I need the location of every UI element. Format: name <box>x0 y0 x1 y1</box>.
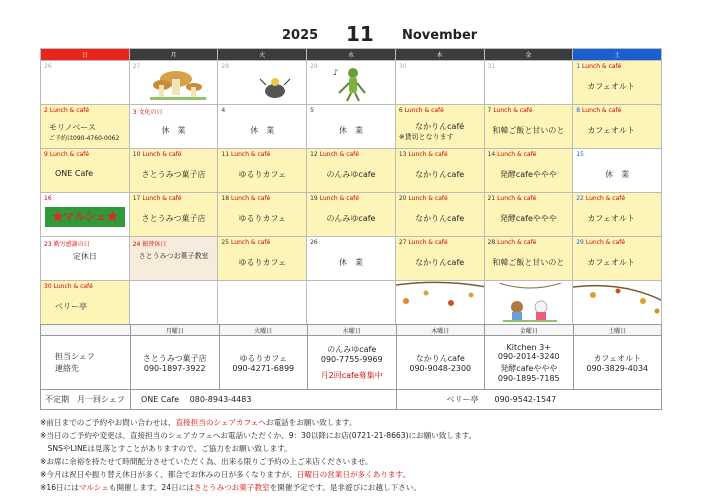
day-number: 4 <box>221 107 226 114</box>
day-cell <box>218 237 307 281</box>
day-cell <box>573 105 662 149</box>
chef-name: Kitchen 3+ <box>506 342 551 352</box>
day-tag: Lunch & café <box>231 195 271 202</box>
autumn-leaves-illustration-icon <box>396 281 484 325</box>
calendar-header <box>0 22 710 46</box>
day-cell <box>573 237 662 281</box>
day-tag: 勤労感謝の日 <box>53 241 90 248</box>
day-number: 22 Lunch & café <box>576 195 626 202</box>
day-cell <box>129 105 218 149</box>
cafe-name: さとうみつ菓子店 <box>141 214 206 223</box>
day-cell <box>218 61 307 105</box>
day-cell <box>307 105 396 149</box>
closed-label: 休 業 <box>161 126 186 135</box>
day-number: 27 <box>132 63 141 70</box>
week-row <box>41 281 662 325</box>
irregular-chef-1: ONE Cafe 080-8943-4483 <box>131 390 397 410</box>
chef-cell <box>396 336 485 390</box>
day-cell <box>41 105 130 149</box>
closed-label: 休 業 <box>250 126 275 135</box>
calendar-grid <box>40 48 662 325</box>
day-tag: Lunch & café <box>497 239 537 246</box>
day-cell <box>218 193 307 237</box>
day-tag: 振替休日 <box>142 241 167 248</box>
day-cell <box>41 61 130 105</box>
cafe-name: モリノベース <box>49 123 96 132</box>
svg-text:♪: ♪ <box>333 68 339 77</box>
day-cell <box>484 281 573 325</box>
year-label: 2025 <box>282 28 319 43</box>
day-number: 19 Lunch & café <box>310 195 359 202</box>
day-tag: Lunch & café <box>231 239 271 246</box>
chef-cell <box>308 336 397 390</box>
day-cell <box>573 281 662 325</box>
chef-cell <box>573 336 662 390</box>
chef-name: カフェオルト <box>593 353 642 363</box>
day-cell <box>129 61 218 105</box>
cafe-name: カフェオルト <box>587 214 635 223</box>
weekday-thu: 木 <box>395 49 484 61</box>
cafe-name: さとうみつ菓子店 <box>141 170 206 179</box>
chef-contact-table <box>40 324 662 410</box>
day-cell <box>573 61 662 105</box>
day-cell <box>395 105 484 149</box>
autumn-branch-illustration-icon <box>573 281 661 325</box>
day-number: 23 勤労感謝の日 <box>44 241 90 248</box>
cafe-name: ベリー亭 <box>55 302 87 311</box>
chef-tel: 090-7755-9969 <box>320 355 383 364</box>
chef-tel: 090-3829-4034 <box>586 363 649 373</box>
day-number: 10 Lunch & café <box>132 151 182 158</box>
day-number: 13 Lunch & café <box>398 151 448 158</box>
day-cell <box>218 281 307 325</box>
day-cell <box>307 149 396 193</box>
chef-tel: 090-4271-6899 <box>232 363 295 373</box>
day-cell <box>41 193 130 237</box>
day-tag: Lunch & café <box>408 151 448 158</box>
day-tag: Lunch & café <box>404 107 444 114</box>
day-cell <box>129 281 218 325</box>
day-tag: Lunch & café <box>408 195 448 202</box>
day-number: 8 Lunch & café <box>576 107 622 114</box>
closed-label: 休 業 <box>605 170 630 179</box>
cafe-name: カフェオルト <box>587 126 635 135</box>
chef-cell <box>219 336 308 390</box>
chef-name: ゆるりカフェ <box>239 353 288 363</box>
day-cell <box>395 281 484 325</box>
day-number: 9 Lunch & café <box>44 151 90 158</box>
day-cell <box>573 193 662 237</box>
week-row <box>41 105 662 149</box>
day-number: 31 <box>487 63 496 70</box>
day-number: 30 Lunch & café <box>44 283 93 290</box>
day-tag: Lunch & café <box>53 283 93 290</box>
day-cell <box>395 237 484 281</box>
day-header: 水曜日 <box>308 325 397 336</box>
day-header: 月曜日 <box>131 325 220 336</box>
chef-tel: 090-1895-7185 <box>497 373 560 383</box>
day-number: 25 Lunch & café <box>221 239 271 246</box>
day-number: 16 <box>44 195 52 202</box>
note-line: ※16日にはマルシェも開催します。24日にはさとうみつお菓子教室を開催予定です。是非遊びにお越し下さい。 <box>40 483 421 492</box>
day-cell <box>484 61 573 105</box>
weekday-sun: 日 <box>41 49 130 61</box>
day-number: 7 Lunch & café <box>487 107 533 114</box>
cafe-name: のんみゆcafe <box>326 170 376 179</box>
day-cell <box>395 149 484 193</box>
day-number: 18 Lunch & café <box>221 195 271 202</box>
day-tag: Lunch & café <box>319 195 359 202</box>
day-number: 3 文化の日 <box>132 109 163 116</box>
day-number: 11 Lunch & café <box>221 151 271 158</box>
day-tag: Lunch & café <box>585 239 626 246</box>
day-tag: Lunch & café <box>49 107 90 114</box>
day-cell <box>129 149 218 193</box>
day-number: 2 Lunch & café <box>44 107 90 114</box>
month-name: November <box>402 28 478 43</box>
week-row <box>41 61 662 105</box>
cafe-name: カフェオルト <box>587 258 635 267</box>
cafe-name: なかりんcafé <box>415 122 465 131</box>
chef-tel: 090-1897-3922 <box>143 363 206 373</box>
cafe-name: なかりんcafe <box>415 170 465 179</box>
day-header: 木曜日 <box>396 325 485 336</box>
chef-name: なかりんcafe <box>415 353 465 363</box>
cafe-name: ONE Cafe <box>55 169 94 178</box>
closed-label: 休 業 <box>338 126 363 135</box>
day-tag: Lunch & café <box>497 151 537 158</box>
weekday-mon: 月 <box>129 49 218 61</box>
chef-cell <box>131 336 220 390</box>
cafe-name: 和韓ご飯と甘いのと <box>492 258 565 267</box>
day-number: 20 Lunch & café <box>398 195 448 202</box>
day-number: 24 振替休日 <box>132 241 167 248</box>
day-cell <box>129 237 218 281</box>
irregular-chef-row <box>41 390 662 410</box>
day-number: 14 Lunch & café <box>487 151 537 158</box>
notes-section <box>40 416 690 494</box>
chef-cell <box>485 336 574 390</box>
day-number: 28 <box>221 63 230 70</box>
weekday-fri: 金 <box>484 49 573 61</box>
note-line: ※前日までのご予約やお問い合わせは、直接担当のシェアカフェへお電話をお願い致します。 <box>40 418 357 427</box>
day-tag: Lunch & café <box>319 151 359 158</box>
note-line: ※当日のご予約や変更は、直接担当のシェアカフェへお電話いただくか、9：30以降にお店(0721-21-8663)にお願い致します。 <box>40 431 477 440</box>
day-tag: Lunch & café <box>408 239 448 246</box>
day-tag: Lunch & café <box>585 195 626 202</box>
day-tag: Lunch & café <box>49 151 90 158</box>
day-number: 30 <box>398 63 407 70</box>
week-row <box>41 237 662 281</box>
bug-illustration-icon <box>258 75 292 101</box>
day-tag: Lunch & café <box>142 151 182 158</box>
cafe-name: カフェオルト <box>587 82 635 91</box>
day-tag: Lunch & café <box>231 151 271 158</box>
day-number: 15 <box>576 151 584 158</box>
cafe-recruitment-note: 月2回cafe募集中 <box>320 371 383 380</box>
day-number: 29 Lunch & café <box>576 239 626 246</box>
marche-banner: ★マルシェ★ <box>45 207 125 227</box>
day-cell <box>484 193 573 237</box>
week-row <box>41 193 662 237</box>
day-cell <box>307 61 396 105</box>
day-number: 1 Lunch & café <box>576 63 622 70</box>
cafe-name: なかりんcafe <box>415 214 465 223</box>
animals-on-swing-illustration-icon <box>493 283 567 323</box>
cafe-name: 和韓ご飯と甘いのと <box>492 126 565 135</box>
weekday-wed: 水 <box>307 49 396 61</box>
day-tag: Lunch & café <box>582 107 622 114</box>
cafe-name: 発酵cafeややや <box>499 170 557 179</box>
cafe-name: ゆるりカフェ <box>238 258 287 267</box>
reservation-note: ご予約は090-4760-0062 <box>49 135 120 142</box>
cafe-name: のんみゆcafe <box>326 214 376 223</box>
day-cell <box>484 149 573 193</box>
reservation-note: ※貸切となります <box>398 133 454 141</box>
day-number: 17 Lunch & café <box>132 195 182 202</box>
month-number: 11 <box>346 22 374 46</box>
note-line: ※お席に余裕を持たせて時間配分させていただく為、出来る限りご予約の上ご来店くださいませ。 <box>40 457 373 466</box>
chef-days-row <box>41 325 662 336</box>
mushroom-illustration-icon <box>148 67 208 103</box>
day-tag: Lunch & café <box>493 107 533 114</box>
weekday-tue: 火 <box>218 49 307 61</box>
day-tag: 文化の日 <box>138 109 163 116</box>
day-cell <box>218 105 307 149</box>
event-name: さとうみつお菓子教室 <box>138 252 209 260</box>
day-number: 26 <box>310 239 318 246</box>
day-cell <box>41 237 130 281</box>
chef-name: さとうみつ菓子店 <box>142 353 207 363</box>
day-tag: Lunch & café <box>582 63 622 70</box>
day-cell <box>484 237 573 281</box>
day-number: 27 Lunch & café <box>398 239 448 246</box>
chef-row-label: 担当シェフ 連絡先 <box>41 336 131 390</box>
closed-label: 休 業 <box>338 258 363 267</box>
week-row <box>41 149 662 193</box>
cafe-name: ゆるりカフェ <box>238 214 287 223</box>
day-cell <box>41 281 130 325</box>
day-cell <box>218 149 307 193</box>
day-cell <box>307 193 396 237</box>
cafe-name: ゆるりカフェ <box>238 170 287 179</box>
closed-label: 定休日 <box>72 252 97 261</box>
day-cell <box>307 281 396 325</box>
chef-tel: 090-9048-2300 <box>409 363 472 373</box>
grasshopper-illustration-icon <box>329 65 369 103</box>
day-cell <box>395 193 484 237</box>
day-number: 5 <box>310 107 314 114</box>
chef-name: 発酵cafeややや <box>500 363 558 373</box>
day-cell <box>484 105 573 149</box>
note-line: ※今月は祝日や振り替え休日が多く、都合でお休みの日が多くなりますが、日曜日の営業日が多くあります。 <box>40 470 411 479</box>
day-number: 6 Lunch & café <box>398 107 444 114</box>
weekday-sat: 土 <box>573 49 662 61</box>
chef-tel: 090-2014-3240 <box>497 351 560 361</box>
day-tag: Lunch & café <box>497 195 537 202</box>
day-tag: Lunch & café <box>142 195 182 202</box>
cafe-name: 発酵cafeややや <box>499 214 557 223</box>
day-cell <box>307 237 396 281</box>
day-number: 28 Lunch & café <box>487 239 537 246</box>
irregular-label: 不定期 月一回シェフ <box>41 390 131 410</box>
day-header: 土曜日 <box>573 325 662 336</box>
day-cell <box>573 149 662 193</box>
day-header: 金曜日 <box>485 325 574 336</box>
irregular-chef-2: ベリー亭 090-9542-1547 <box>396 390 662 410</box>
day-number: 21 Lunch & café <box>487 195 537 202</box>
cafe-name: なかりんcafe <box>415 258 465 267</box>
day-header: 火曜日 <box>219 325 308 336</box>
day-cell <box>41 149 130 193</box>
chef-row <box>41 336 662 390</box>
note-line: SNSやLINEは見落とすことがありますので、ご協力をお願い致します。 <box>40 444 292 453</box>
day-number: 29 <box>310 63 318 70</box>
weekday-header-row <box>41 49 662 61</box>
chef-name: のんみゆcafe <box>327 345 377 354</box>
day-number: 26 <box>44 63 52 70</box>
day-number: 12 Lunch & café <box>310 151 359 158</box>
day-cell <box>395 61 484 105</box>
empty-header-cell <box>41 325 131 336</box>
day-cell <box>129 193 218 237</box>
